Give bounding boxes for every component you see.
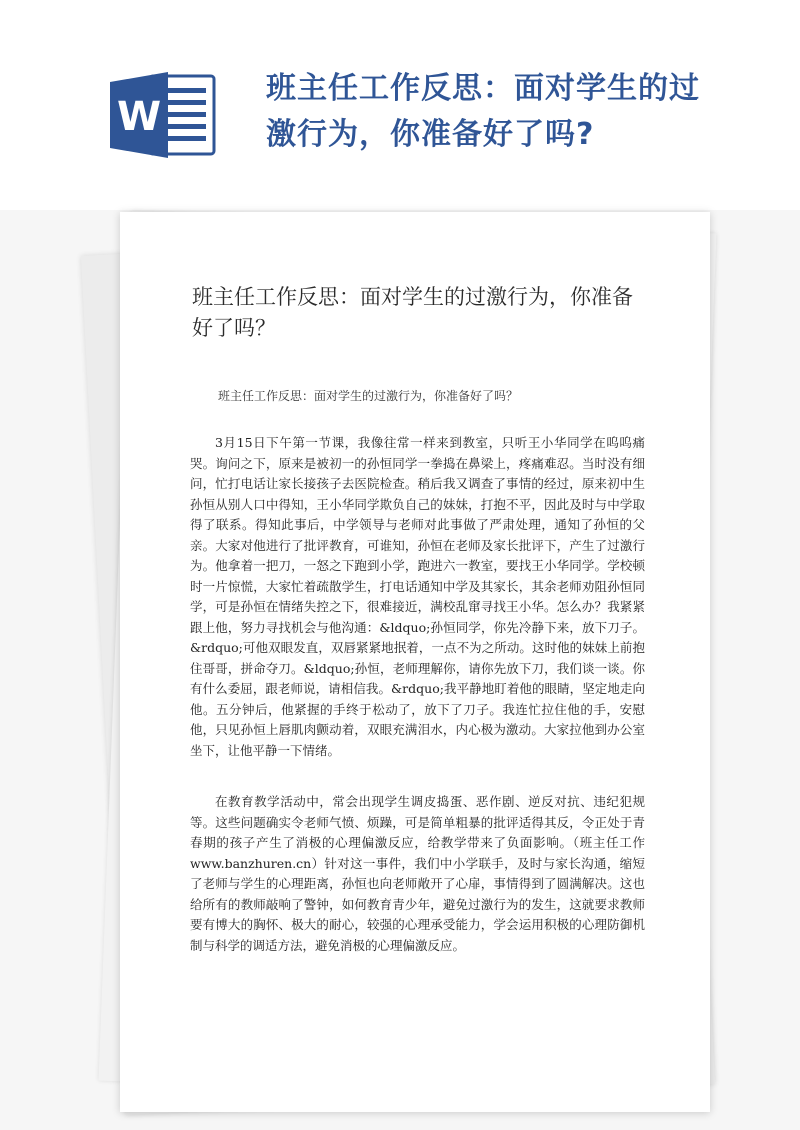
word-document-icon <box>110 70 218 160</box>
document-page <box>120 212 710 1112</box>
word-icon-letter: W <box>116 94 162 140</box>
header-title: 班主任工作反思：面对学生的过激行为，你准备好了吗? <box>266 71 700 152</box>
paragraph-incident: 3月15日下午第一节课，我像往常一样来到教室，只听王小华同学在呜呜痛哭。询问之下，原来是被初一的孙恒同学一拳捣在鼻梁上，疼痛难忍。当时没有细问，忙打电话让家长接孩子去医院检查。稍后我又调查了事情的经过，原来初中生孙恒从别人口中得知，王小华同学欺负自己的妹妹，打抱不平，因此及时与中学取得了联系。得知此事后，中学领导与老师对此事做了严肃处理，通知了孙恒的父亲。大家对他进行了批评教育，可谁知，孙恒在老师及家长批评下，产生了过激行为。他拿着一把刀，一怒之下跑到小学，跑进六一教室，要找王小华同学。学校顿时一片惊慌，大家忙着疏散学生，打电话通知中学及其家长，其余老师劝阻孙恒同学，可是孙恒在情绪失控之下，很难接近，满校乱窜寻找王小华。怎么办？我紧紧跟上他，努力寻找机会与他沟通：&ldquo;孙恒同学，你先冷静下来，放下刀子。&rdquo;可他双眼发直，双唇紧紧地抿着，一点不为之所动。这时他的妹妹上前抱住哥哥，拼命夺刀。&ldquo;孙恒，老师理解你，请你先放下刀，我们谈一谈。你有什么委屈，跟老师说，请相信我。&rdquo;我平静地盯着他的眼睛，坚定地走向他。五分钟后，他紧握的手终于松动了，放下了刀子。我连忙拉住他的手，安慰他，只见孙恒上唇肌肉颤动着，双眼充满泪水，内心极为激动。大家拉他到办公室坐下，让他平静一下情绪。 <box>190 435 645 758</box>
header-band <box>0 0 800 210</box>
document-title: 班主任工作反思：面对学生的过激行为，你准备好了吗？ <box>192 285 633 340</box>
paragraph-reflection: 在教育教学活动中，常会出现学生调皮捣蛋、恶作剧、逆反对抗、违纪犯规等。这些问题确实令老师气愤、烦躁，可是简单粗暴的批评适得其反，令正处于青春期的孩子产生了消极的心理偏激反应，给教学带来了负面影响。（班主任工作 www.banzhuren.cn）针对这一事件，我们中小学联手，及时与家长沟通，缩短了老师与学生的心理距离，孙恒也向老师敞开了心扉，事情得到了圆满解决。这也给所有的教师敲响了警钟，如何教育青少年，避免过激行为的发生，这就要求教师要有博大的胸怀、极大的耐心，较强的心理承受能力，学会运用积极的心理防御机制与科学的调适方法，避免消极的心理偏激反应。 <box>190 794 645 953</box>
document-subtitle: 班主任工作反思：面对学生的过激行为，你准备好了吗？ <box>218 389 519 403</box>
